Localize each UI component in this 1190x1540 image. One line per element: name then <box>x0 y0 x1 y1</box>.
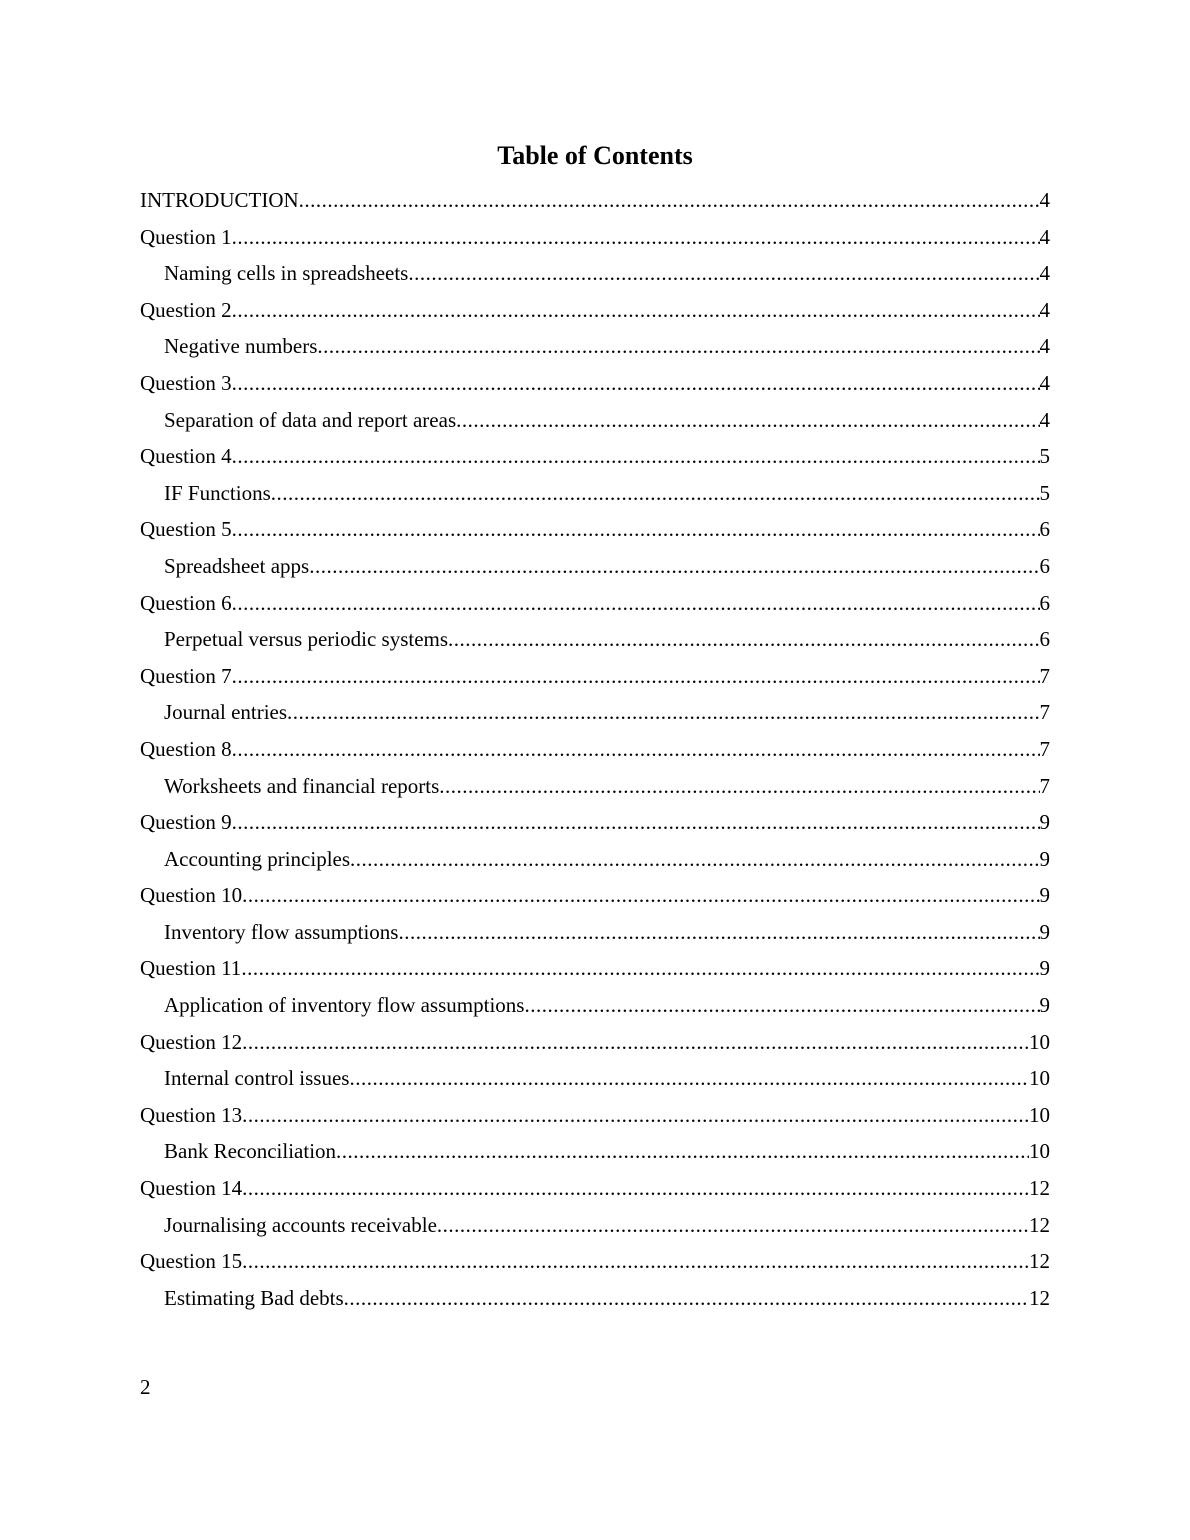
toc-entry-link[interactable] <box>140 1097 1050 1134</box>
toc-entry-link[interactable] <box>140 877 1050 914</box>
toc-list <box>140 182 1050 1316</box>
toc-entry-page: 9 <box>1039 993 1050 1018</box>
toc-entry-text: Negative numbers <box>164 334 318 359</box>
toc-subentry-link[interactable] <box>140 841 1050 878</box>
toc-entry-text: Worksheets and financial reports <box>164 773 440 798</box>
toc-dot-leader <box>232 365 1040 402</box>
toc-dot-leader <box>287 694 1039 731</box>
toc-entry-link[interactable] <box>140 511 1050 548</box>
toc-entry-text: INTRODUCTION <box>140 188 299 212</box>
toc-subentry-link[interactable] <box>140 768 1050 805</box>
toc-entry-text: Spreadsheet apps <box>164 553 310 578</box>
toc-entry-text: Bank Reconciliation <box>164 1139 337 1164</box>
toc-entry-link[interactable] <box>140 438 1050 475</box>
toc-subentry-link[interactable] <box>140 402 1050 439</box>
toc-dot-leader <box>349 1060 1029 1097</box>
toc-entry-text: Question 3 <box>140 370 232 395</box>
toc-subentry-link[interactable] <box>140 1207 1050 1244</box>
toc-entry-text: Question 1 <box>140 224 232 249</box>
toc-entry-text: Question 13 <box>140 1102 243 1127</box>
toc-entry-page: 4 <box>1039 297 1050 322</box>
toc-entry-link[interactable] <box>140 1024 1050 1061</box>
toc-entry-text: Question 15 <box>140 1249 243 1274</box>
toc-entry-page: 10 <box>1029 1066 1050 1091</box>
toc-entry-text: Question 8 <box>140 736 232 761</box>
toc-entry-text: Naming cells in spreadsheets <box>164 261 409 286</box>
toc-dot-leader <box>232 219 1040 256</box>
toc-subentry-link[interactable] <box>140 255 1050 292</box>
toc-entry-text: Question 12 <box>140 1029 243 1054</box>
toc-entry-page: 5 <box>1039 480 1050 505</box>
toc-dot-leader <box>242 1097 1029 1134</box>
toc-entry-text: Question 10 <box>140 883 243 908</box>
toc-entry-page: 4 <box>1039 370 1050 395</box>
toc-dot-leader <box>232 292 1040 329</box>
toc-entry-page: 5 <box>1039 444 1050 469</box>
toc-dot-leader <box>437 1207 1029 1244</box>
toc-entry-page: 9 <box>1039 810 1050 835</box>
toc-entry-text: Journal entries <box>164 700 288 725</box>
toc-entry-page: 6 <box>1039 590 1050 615</box>
toc-entry-link[interactable] <box>140 1170 1050 1207</box>
toc-dot-leader <box>456 402 1039 439</box>
toc-entry-link[interactable] <box>140 182 1050 219</box>
toc-entry-text: Journalising accounts receivable <box>164 1212 437 1237</box>
toc-entry-text: Perpetual versus periodic systems <box>164 627 449 652</box>
toc-entry-page: 4 <box>1039 334 1050 359</box>
toc-entry-page: 9 <box>1039 956 1050 981</box>
toc-dot-leader <box>408 255 1039 292</box>
toc-dot-leader <box>317 328 1039 365</box>
toc-entry-page: 7 <box>1039 663 1050 688</box>
toc-entry-text: Question 9 <box>140 810 232 835</box>
toc-dot-leader <box>344 1280 1029 1317</box>
toc-entry-page: 6 <box>1039 553 1050 578</box>
toc-entry-link[interactable] <box>140 950 1050 987</box>
toc-dot-leader <box>241 950 1039 987</box>
toc-entry-text: Question 11 <box>140 956 242 981</box>
toc-dot-leader <box>336 1133 1029 1170</box>
toc-entry-text: Separation of data and report areas <box>164 407 457 432</box>
toc-entry-page: 4 <box>1039 407 1050 432</box>
toc-subentry-link[interactable] <box>140 328 1050 365</box>
toc-entry-link[interactable] <box>140 219 1050 256</box>
toc-entry-page: 10 <box>1029 1102 1050 1127</box>
toc-entry-text: IF Functions <box>164 480 271 505</box>
toc-entry-page: 9 <box>1039 846 1050 871</box>
toc-entry-page: 7 <box>1039 773 1050 798</box>
toc-dot-leader <box>232 731 1040 768</box>
toc-entry-page: 9 <box>1039 919 1050 944</box>
toc-title: Table of Contents <box>497 141 693 170</box>
toc-entry-link[interactable] <box>140 731 1050 768</box>
toc-dot-leader <box>242 1024 1029 1061</box>
toc-entry-page: 12 <box>1029 1176 1050 1201</box>
toc-dot-leader <box>242 1243 1029 1280</box>
toc-entry-page: 6 <box>1039 517 1050 542</box>
toc-entry-link[interactable] <box>140 585 1050 622</box>
toc-dot-leader <box>350 841 1039 878</box>
toc-dot-leader <box>524 987 1039 1024</box>
toc-entry-text: Question 7 <box>140 663 232 688</box>
toc-dot-leader <box>398 914 1039 951</box>
toc-dot-leader <box>232 804 1040 841</box>
toc-entry-page: 7 <box>1039 700 1050 725</box>
toc-subentry-link[interactable] <box>140 621 1050 658</box>
toc-subentry-link[interactable] <box>140 475 1050 512</box>
toc-entry-link[interactable] <box>140 365 1050 402</box>
toc-entry-page: 4 <box>1039 188 1050 212</box>
toc-entry-page: 6 <box>1039 627 1050 652</box>
toc-entry-page: 10 <box>1029 1029 1050 1054</box>
toc-dot-leader <box>299 182 1040 219</box>
toc-entry-text: Inventory flow assumptions <box>164 919 399 944</box>
toc-entry-text: Question 14 <box>140 1176 243 1201</box>
toc-entry-page: 10 <box>1029 1139 1050 1164</box>
toc-subentry-link[interactable] <box>140 1280 1050 1317</box>
toc-entry-link[interactable] <box>140 292 1050 329</box>
toc-dot-leader <box>232 438 1040 475</box>
toc-dot-leader <box>242 1170 1029 1207</box>
toc-subentry-link[interactable] <box>140 1133 1050 1170</box>
page-number: 2 <box>140 1375 151 1399</box>
toc-entry-text: Question 2 <box>140 297 232 322</box>
toc-entry-text: Question 5 <box>140 517 232 542</box>
toc-subentry-link[interactable] <box>140 1060 1050 1097</box>
toc-dot-leader <box>448 621 1039 658</box>
toc-entry-page: 7 <box>1039 736 1050 761</box>
toc-entry-text: Question 4 <box>140 444 232 469</box>
toc-dot-leader <box>232 511 1040 548</box>
toc-dot-leader <box>232 658 1040 695</box>
toc-entry-page: 4 <box>1039 261 1050 286</box>
toc-entry-text: Question 6 <box>140 590 232 615</box>
toc-entry-text: Accounting principles <box>164 846 351 871</box>
toc-subentry-link[interactable] <box>140 548 1050 585</box>
toc-entry-page: 12 <box>1029 1249 1050 1274</box>
toc-dot-leader <box>309 548 1039 585</box>
toc-dot-leader <box>232 585 1040 622</box>
toc-subentry-link[interactable] <box>140 914 1050 951</box>
toc-subentry-link[interactable] <box>140 987 1050 1024</box>
toc-entry-link[interactable] <box>140 658 1050 695</box>
toc-entry-text: Internal control issues <box>164 1066 350 1091</box>
toc-entry-page: 4 <box>1039 224 1050 249</box>
toc-dot-leader <box>271 475 1040 512</box>
toc-entry-text: Estimating Bad debts <box>164 1285 344 1310</box>
toc-dot-leader <box>439 768 1039 805</box>
toc-dot-leader <box>242 877 1039 914</box>
toc-entry-page: 12 <box>1029 1212 1050 1237</box>
toc-entry-page: 9 <box>1039 883 1050 908</box>
toc-entry-text: Application of inventory flow assumptions <box>164 993 525 1018</box>
toc-subentry-link[interactable] <box>140 694 1050 731</box>
toc-entry-link[interactable] <box>140 1243 1050 1280</box>
toc-entry-page: 12 <box>1029 1285 1050 1310</box>
toc-entry-link[interactable] <box>140 804 1050 841</box>
